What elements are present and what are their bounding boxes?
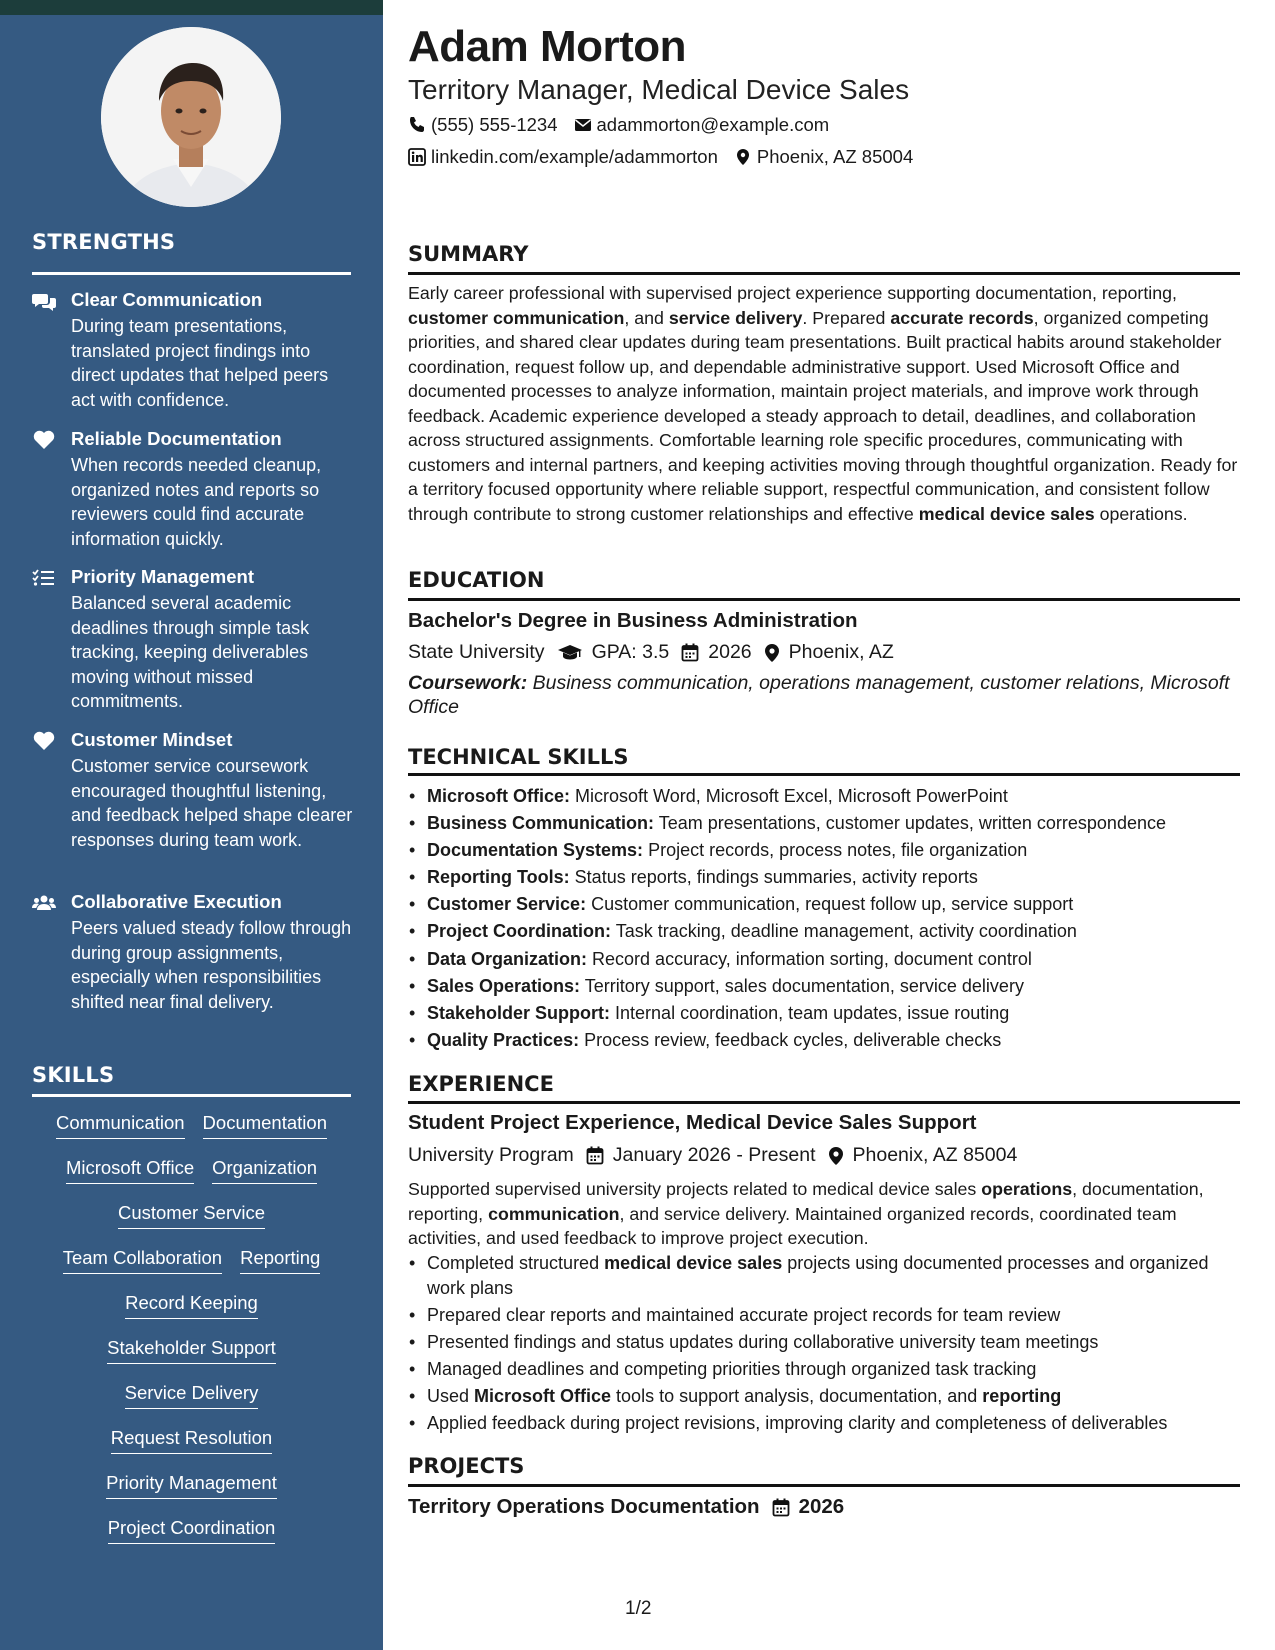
list-check-icon [32,568,56,588]
linkedin-icon [408,148,426,166]
strength-desc: When records needed cleanup, organized notes and reports so reviewers could find accurate information quickly. [71,455,322,549]
strength-desc: Customer service coursework encouraged thoughtful listening, and feedback helped shape clearer responses during team work. [71,756,353,850]
technical-skills-list [408,783,1243,1054]
experience-dates: January 2026 - Present [612,1144,816,1166]
skill-row [32,1202,351,1229]
list-item: • Applied feedback during project revisions, improving clarity and completeness of deliverables [408,1411,1243,1436]
contact-row [408,114,829,136]
list-item: • Data Organization: Record accuracy, information sorting, document control [408,946,1243,973]
technical-skills-heading: TECHNICAL SKILLS [408,745,629,769]
skill-row [32,1247,351,1274]
experience-bullets [408,1251,1243,1438]
experience-rule [408,1101,1240,1104]
skill-row [32,1337,351,1364]
skill-row [32,1517,351,1544]
users-icon [32,893,56,913]
strengths-heading: STRENGTHS [32,230,176,254]
skill-chip: Stakeholder Support [107,1337,276,1364]
list-item: • Sales Operations: Territory support, sales documentation, service delivery [408,973,1243,1000]
experience-description: Supported supervised university projects related to medical device sales operations, documentation, reporting, communication, and service delivery. Maintained organized records, coordinated team activities, and used feedback to improve project execution. [408,1179,1204,1248]
phone-number[interactable]: (555) 555-1234 [431,114,558,135]
list-item: • Project Coordination: Task tracking, deadline management, activity coordination [408,918,1243,945]
list-item: • Presented findings and status updates during collaborative university team meetings [408,1330,1243,1355]
list-item: • Business Communication: Team presentations, customer updates, written correspondence [408,810,1243,837]
skill-chip: Service Delivery [125,1382,259,1409]
skill-chip: Project Coordination [108,1517,276,1544]
skill-chip: Record Keeping [125,1292,258,1319]
job-title: Territory Manager, Medical Device Sales [408,74,910,105]
strength-title: Collaborative Execution [71,891,282,912]
experience-role: Student Project Experience, Medical Device Sales Support [408,1111,977,1134]
projects-heading: PROJECTS [408,1454,525,1478]
strength-title: Customer Mindset [71,729,233,750]
calendar-icon [772,1498,790,1517]
comments-icon [32,291,56,311]
skill-chip: Priority Management [106,1472,277,1499]
skill-row [32,1112,351,1139]
project-year: 2026 [798,1495,845,1518]
experience-meta [408,1144,1017,1167]
list-item: • Reporting Tools: Status reports, findings summaries, activity reports [408,864,1243,891]
organization-name: University Program [408,1144,574,1166]
skill-chip: Request Resolution [111,1427,272,1454]
summary-heading: SUMMARY [408,242,529,266]
strength-desc: During team presentations, translated project findings into direct updates that helped peers act with confidence. [71,316,329,410]
skill-chip: Microsoft Office [66,1157,194,1184]
strength-title: Reliable Documentation [71,428,282,449]
calendar-icon [586,1146,604,1165]
strength-desc: Peers valued steady follow through during group assignments, especially when responsibilities shifted near final delivery. [71,918,352,1012]
skill-chip: Team Collaboration [63,1247,222,1274]
list-item: • Managed deadlines and competing priorities through organized task tracking [408,1357,1243,1382]
list-item: • Used Microsoft Office tools to support analysis, documentation, and reporting [408,1384,1243,1409]
location-text: Phoenix, AZ 85004 [756,146,914,167]
education-rule [408,598,1240,601]
skill-chip: Organization [212,1157,317,1184]
heart-icon [32,430,56,450]
strength-title: Priority Management [71,566,254,587]
profile-photo [101,27,281,207]
phone-icon [408,116,426,134]
skill-row [32,1472,351,1499]
gpa-text: GPA: 3.5 [591,641,670,663]
sidebar [0,0,383,1650]
envelope-icon [574,116,592,134]
skill-row [32,1382,351,1409]
candidate-name: Adam Morton [408,22,687,71]
project-name: Territory Operations Documentation [408,1495,760,1518]
summary-rule [408,272,1240,275]
list-item: • Microsoft Office: Microsoft Word, Microsoft Excel, Microsoft PowerPoint [408,783,1243,810]
strength-title: Clear Communication [71,289,263,310]
skill-chip: Customer Service [118,1202,265,1229]
skill-chip: Communication [56,1112,185,1139]
list-item: • Quality Practices: Process review, feedback cycles, deliverable checks [408,1027,1243,1054]
experience-location: Phoenix, AZ 85004 [852,1144,1018,1166]
linkedin-link[interactable]: linkedin.com/example/adammorton [431,146,718,167]
education-meta [408,641,894,664]
skill-row [32,1427,351,1454]
education-heading: EDUCATION [408,568,545,592]
technical-skills-rule [408,773,1240,776]
coursework-text: Coursework: Business communication, operations management, customer relations, Microsoft Office [408,672,1230,718]
page-number: 1/2 [625,1598,652,1619]
strength-desc: Balanced several academic deadlines through simple task tracking, keeping deliverables moving without missed commitments. [71,593,310,711]
project-item [408,1495,844,1519]
list-item: • Customer Service: Customer communication, request follow up, service support [408,891,1243,918]
experience-heading: EXPERIENCE [408,1072,554,1096]
email-link[interactable]: adammorton@example.com [596,114,830,135]
map-pin-icon [764,643,780,663]
sidebar-top-band [0,0,383,15]
projects-rule [408,1484,1240,1487]
summary-text: Early career professional with supervised project experience supporting documentation, reporting, customer communication, and service delivery. Prepared accurate records, organized competing priorities, and shared clear updates during team presentations. Built practical habits around stakeholder coordination, request follow up, and dependable administrative support. Used Microsoft Office and documented processes to analyze information, maintain project materials, and improve work through feedback. Academic experience developed a steady approach to detail, deadlines, and collaboration across structured assignments. Comfortable learning role specific procedures, communicating with customers and internal partners, and keeping activities moving through thoughtful organization. Ready for a territory focused opportunity where reliable support, respectful communication, and consistent follow through contribute to strong customer relationships and effective medical device sales operations. [408,283,1238,524]
list-item: • Completed structured medical device sales projects using documented processes and organized work plans [408,1251,1243,1300]
calendar-icon [681,643,699,662]
graduation-cap-icon [557,644,583,662]
list-item: • Prepared clear reports and maintained accurate project records for team review [408,1303,1243,1328]
skills-heading: SKILLS [32,1063,115,1087]
education-location: Phoenix, AZ [788,641,894,663]
list-item: • Documentation Systems: Project records, process notes, file organization [408,837,1243,864]
list-item: • Stakeholder Support: Internal coordination, team updates, issue routing [408,1000,1243,1027]
graduation-year: 2026 [708,641,752,663]
skill-chip: Reporting [240,1247,320,1274]
skills-rule [32,1094,351,1097]
contact-row [408,146,913,168]
skill-chip: Documentation [203,1112,327,1139]
strengths-rule [32,272,351,275]
map-pin-icon [734,148,752,166]
skill-row [32,1157,351,1184]
map-pin-icon [828,1146,844,1166]
heart-icon [32,731,56,751]
skill-row [32,1292,351,1319]
degree-title: Bachelor's Degree in Business Administration [408,609,858,632]
school-name: State University [408,641,545,663]
